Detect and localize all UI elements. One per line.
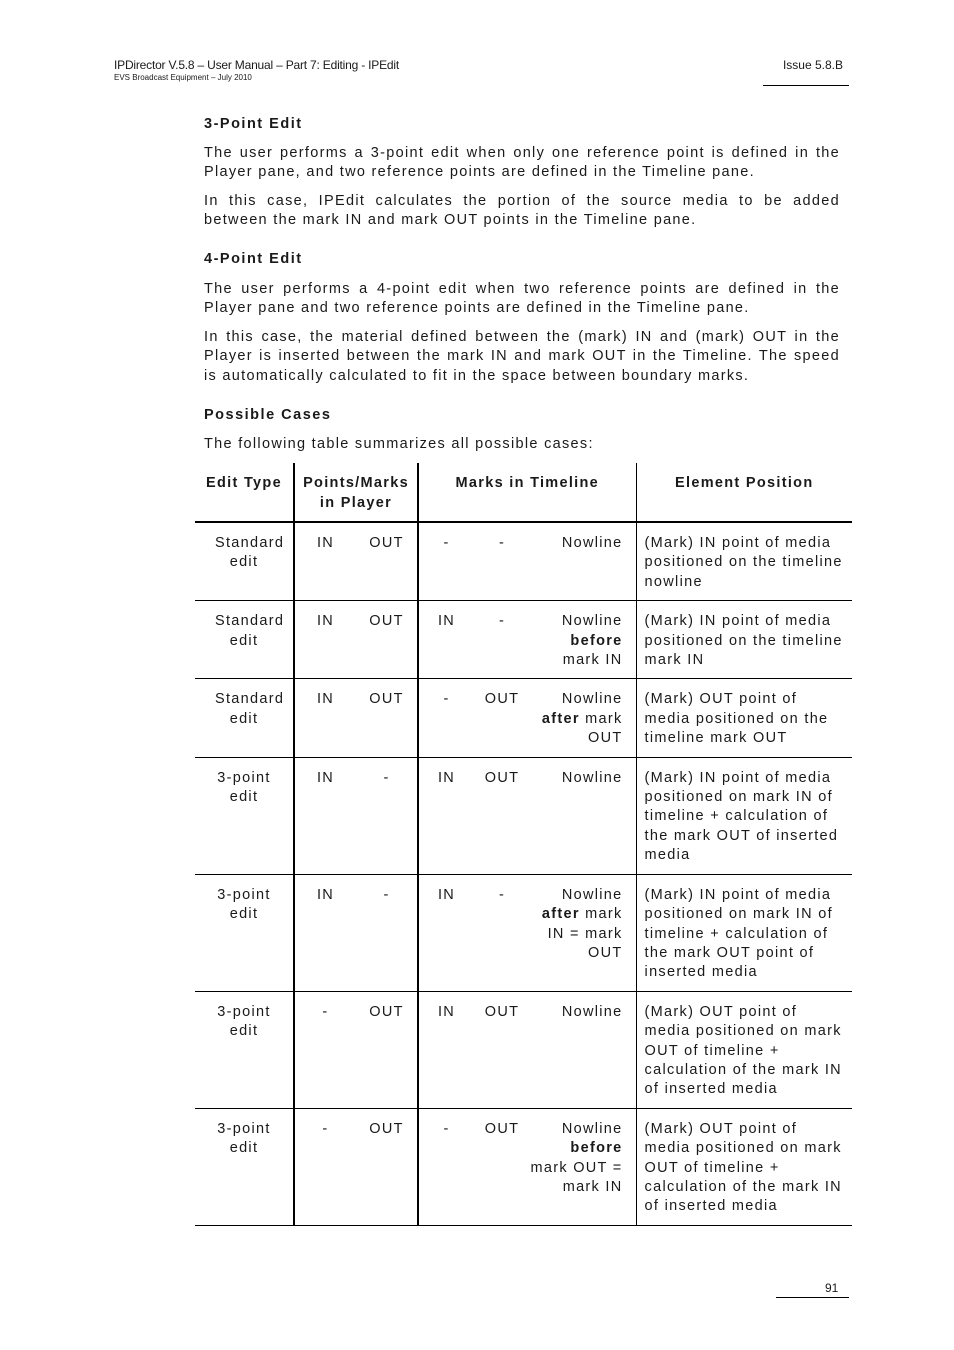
nowline-reference: mark OUT = mark IN <box>530 1159 623 1195</box>
cell-player-out: OUT <box>356 991 418 1108</box>
cell-element-position: (Mark) OUT point of media positioned on the timeline mark OUT <box>636 679 852 757</box>
header-rule <box>763 85 849 86</box>
cases-table <box>195 463 852 1226</box>
nowline-relation: before <box>570 632 623 649</box>
cell-element-position: (Mark) IN point of media positioned on mark IN of timeline + calculation of the mark OUT point of inserted media <box>636 874 852 991</box>
cell-edit-type: 3-point edit <box>195 1108 294 1225</box>
heading-3-point-edit: 3-Point Edit <box>204 116 303 132</box>
page-header <box>114 57 399 83</box>
cases-table-wrapper <box>195 463 852 1226</box>
nowline-relation: after <box>541 906 580 923</box>
header-subtitle: EVS Broadcast Equipment – July 2010 <box>114 73 252 82</box>
paragraph-4-point-1: The user performs a 4-point edit when two reference points are defined in the Player pane and two reference points are defined in the Timeline pane. <box>204 281 840 317</box>
table-row <box>195 601 852 679</box>
table-row <box>195 1108 852 1225</box>
cell-player-in: - <box>294 991 356 1108</box>
cell-timeline-in: IN <box>418 874 474 991</box>
cell-edit-type: Standard edit <box>195 522 294 601</box>
cell-timeline-out: OUT <box>474 991 530 1108</box>
cell-timeline-out: - <box>474 874 530 991</box>
table-row <box>195 522 852 601</box>
table-row <box>195 757 852 874</box>
cell-timeline-in: IN <box>418 991 474 1108</box>
cell-timeline-out: OUT <box>474 757 530 874</box>
cell-timeline-in: - <box>418 1108 474 1225</box>
heading-possible-cases: Possible Cases <box>204 407 332 423</box>
header-title: IPDirector V.5.8 – User Manual – Part 7: Editing - IPEdit <box>114 58 399 72</box>
cell-timeline-out: - <box>474 522 530 601</box>
nowline-label: Nowline <box>561 535 623 551</box>
nowline-label: Nowline <box>561 1003 623 1020</box>
table-row <box>195 991 852 1108</box>
cell-element-position: (Mark) OUT point of media positioned on mark OUT of timeline + calculation of the mark IN of inserted media <box>636 991 852 1108</box>
cell-timeline-out: - <box>474 601 530 679</box>
cell-element-position: (Mark) IN point of media positioned on mark IN of timeline + calculation of the mark OUT of inserted media <box>636 757 852 874</box>
paragraph-cases-intro: The following table summarizes all possible cases: <box>204 436 594 452</box>
cell-timeline-in: - <box>418 679 474 757</box>
table-body <box>195 522 852 1225</box>
header-element-position: Element Position <box>636 463 852 522</box>
table-row <box>195 679 852 757</box>
header-issue: Issue 5.8.B <box>782 58 843 72</box>
heading-4-point-edit: 4-Point Edit <box>204 251 303 267</box>
footer-rule <box>776 1297 849 1298</box>
cell-timeline-in: IN <box>418 757 474 874</box>
cell-edit-type: Standard edit <box>195 601 294 679</box>
cell-nowline <box>530 1108 636 1225</box>
nowline-label: Nowline <box>561 886 623 903</box>
paragraph-3-point-1: The user performs a 3-point edit when only one reference point is defined in the Player pane, and two reference points are defined in the Timeline pane. <box>204 145 840 181</box>
cell-player-in: - <box>294 1108 356 1225</box>
cell-timeline-in: - <box>418 522 474 601</box>
paragraph-4-point-2: In this case, the material defined between the (mark) IN and (mark) OUT in the Player is inserted between the mark IN and mark OUT in the Timeline. The speed is automatically calculated to fit in the space between boundary marks. <box>204 329 840 384</box>
cell-player-out: - <box>356 757 418 874</box>
cell-timeline-out: OUT <box>474 1108 530 1225</box>
nowline-reference: mark OUT <box>585 710 623 747</box>
nowline-label: Nowline <box>561 1120 623 1137</box>
page-number: 91 <box>825 1281 839 1295</box>
nowline-relation: before <box>570 1140 623 1157</box>
table-header-row <box>195 463 852 522</box>
cell-nowline <box>530 679 636 757</box>
cell-player-in: IN <box>294 601 356 679</box>
cell-player-out: OUT <box>356 679 418 757</box>
cell-edit-type: 3-point edit <box>195 874 294 991</box>
header-points-player: Points/Marks in Player <box>294 463 418 522</box>
header-edit-type: Edit Type <box>195 463 294 522</box>
cell-element-position: (Mark) IN point of media positioned on the timeline mark IN <box>636 601 852 679</box>
cell-player-out: OUT <box>356 522 418 601</box>
nowline-label: Nowline <box>561 769 623 786</box>
cell-edit-type: Standard edit <box>195 679 294 757</box>
cell-player-in: IN <box>294 522 356 601</box>
nowline-label: Nowline <box>561 691 623 708</box>
nowline-label: Nowline <box>561 613 623 630</box>
cell-player-out: OUT <box>356 601 418 679</box>
cell-element-position: (Mark) IN point of media positioned on the timeline nowline <box>636 522 852 601</box>
nowline-reference: mark IN <box>562 652 623 669</box>
cell-player-out: OUT <box>356 1108 418 1225</box>
table-row <box>195 874 852 991</box>
cell-element-position: (Mark) OUT point of media positioned on mark OUT of timeline + calculation of the mark IN of inserted media <box>636 1108 852 1225</box>
nowline-relation: after <box>541 710 580 727</box>
cell-player-in: IN <box>294 874 356 991</box>
cell-nowline <box>530 757 636 874</box>
cell-timeline-in: IN <box>418 601 474 679</box>
cell-nowline <box>530 874 636 991</box>
nowline-reference: mark IN = mark OUT <box>547 906 623 961</box>
cell-nowline <box>530 601 636 679</box>
header-marks-timeline: Marks in Timeline <box>418 463 636 522</box>
cell-player-out: - <box>356 874 418 991</box>
cell-timeline-out: OUT <box>474 679 530 757</box>
cell-player-in: IN <box>294 757 356 874</box>
cell-nowline <box>530 522 636 601</box>
cell-player-in: IN <box>294 679 356 757</box>
cell-edit-type: 3-point edit <box>195 991 294 1108</box>
paragraph-3-point-2: In this case, IPEdit calculates the portion of the source media to be added between the mark IN and mark OUT points in the Timeline pane. <box>204 193 840 229</box>
cell-nowline <box>530 991 636 1108</box>
cell-edit-type: 3-point edit <box>195 757 294 874</box>
